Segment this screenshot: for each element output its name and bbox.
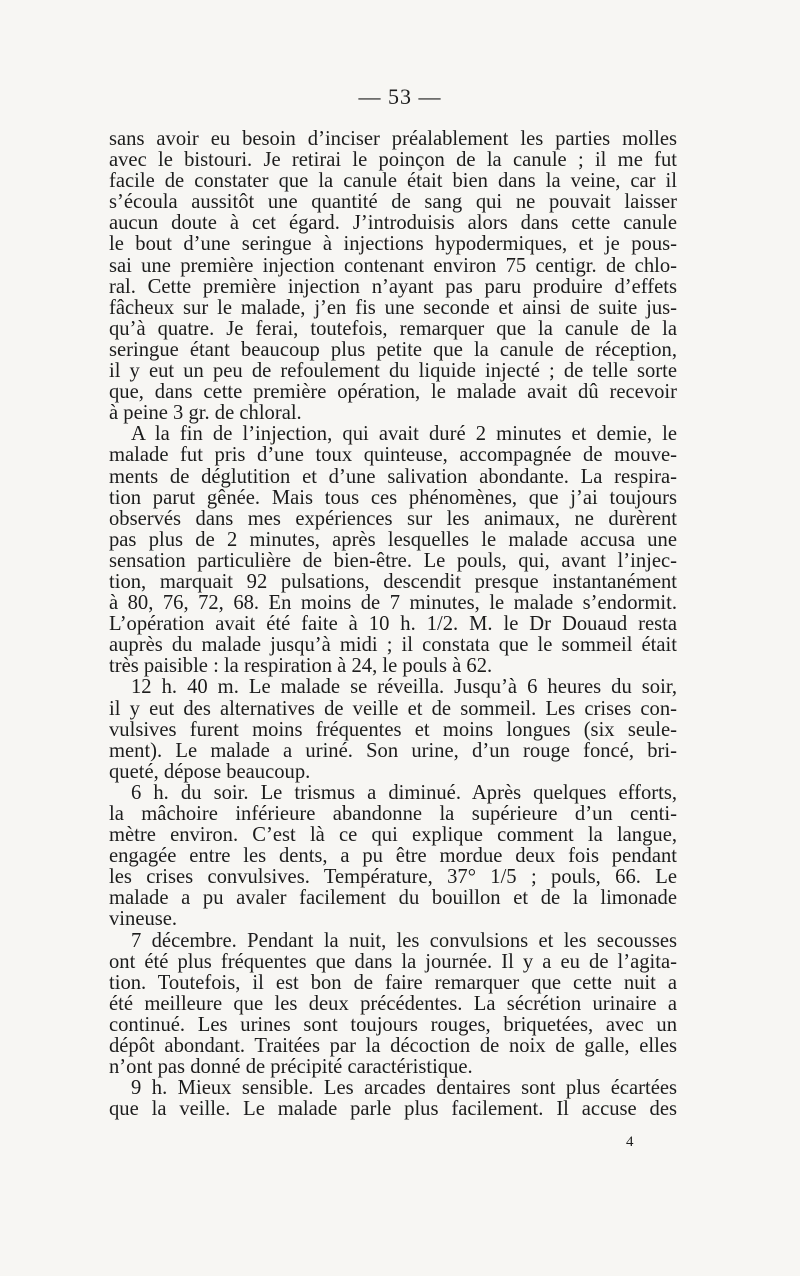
text-line: L’opération avait été faite à 10 h. 1/2. M. le Dr Douaud resta — [109, 613, 677, 636]
text-line: sai une première injection contenant environ 75 centigr. de chlo- — [109, 254, 677, 277]
text-line: les crises convulsives. Température, 37° 1/5 ; pouls, 66. Le — [109, 866, 677, 889]
text-line: 12 h. 40 m. Le malade se réveilla. Jusqu’à 6 heures du soir, — [131, 676, 677, 699]
text-line: à 80, 76, 72, 68. En moins de 7 minutes, le malade s’endormit. — [109, 592, 677, 615]
text-line: seringue étant beaucoup plus petite que la canule de réception, — [109, 338, 677, 361]
text-line: mètre environ. C’est là ce qui explique comment la langue, — [109, 824, 677, 847]
text-line: ont été plus fréquentes que dans la journée. Il y a eu de l’agita- — [109, 950, 677, 973]
text-line: il y eut un peu de refoulement du liquide injecté ; de telle sorte — [109, 360, 677, 383]
text-line: vineuse. — [109, 908, 178, 931]
text-line: malade a pu avaler facilement du bouillon et de la limonade — [109, 887, 677, 910]
text-line: la mâchoire inférieure abandonne la supérieure d’un centi- — [109, 803, 677, 825]
text-line: sans avoir eu besoin d’inciser préalablement les parties molles — [109, 128, 677, 150]
signature-mark: 4 — [626, 1134, 634, 1150]
text-line: très paisible : la respiration à 24, le pouls à 62. — [109, 655, 493, 678]
text-line: continué. Les urines sont toujours rouges, briquetées, avec un — [109, 1013, 677, 1036]
text-line: 6 h. du soir. Le trismus a diminué. Après quelques efforts, — [131, 781, 677, 804]
text-line: ral. Cette première injection n’ayant pas paru produire d’effets — [109, 275, 677, 298]
text-line: ments de déglutition et d’une salivation abondante. La respira- — [109, 465, 677, 488]
text-line: que, dans cette première opération, le malade avait dû recevoir — [109, 381, 677, 404]
text-line: fâcheux sur le malade, j’en fis une seconde et ainsi de suite jus- — [109, 296, 677, 319]
body-text — [109, 129, 677, 1120]
text-line: avec le bistouri. Je retirai le poinçon de la canule ; il me fut — [109, 149, 677, 172]
text-line: facile de constater que la canule était bien dans la veine, car il — [109, 170, 677, 193]
text-line: observés dans mes expériences sur les animaux, ne durèrent — [109, 507, 677, 530]
text-line: à peine 3 gr. de chloral. — [109, 402, 302, 425]
text-line: ment). Le malade a uriné. Son urine, d’un rouge foncé, bri- — [109, 739, 677, 762]
text-line: qu’à quatre. Je ferai, toutefois, remarquer que la canule de la — [109, 317, 677, 340]
text-line: 7 décembre. Pendant la nuit, les convulsions et les secousses — [131, 929, 677, 952]
page-number: — 53 — — [358, 84, 442, 109]
text-line: dépôt abondant. Traitées par la décoction de noix de galle, elles — [109, 1035, 677, 1058]
text-line: pas plus de 2 minutes, après lesquelles le malade accusa une — [109, 528, 677, 551]
text-line: s’écoula aussitôt une quantité de sang qui ne pouvait laisser — [109, 191, 677, 214]
text-line: engagée entre les dents, a pu être mordue deux fois pendant — [109, 845, 677, 868]
text-line: tion. Toutefois, il est bon de faire remarquer que cette nuit a — [109, 971, 677, 994]
text-line: 9 h. Mieux sensible. Les arcades dentaires sont plus écartées — [131, 1077, 677, 1100]
text-line: que la veille. Le malade parle plus facilement. Il accuse des — [109, 1098, 677, 1121]
text-line: le bout d’une seringue à injections hypodermiques, et je pous- — [109, 233, 677, 256]
text-line: queté, dépose beaucoup. — [109, 760, 311, 783]
text-line: tion, marquait 92 pulsations, descendit presque instantanément — [109, 570, 677, 593]
text-line: été meilleure que les deux précédentes. La sécrétion urinaire a — [109, 992, 677, 1015]
text-line: auprès du malade jusqu’à midi ; il constata que le sommeil était — [109, 634, 677, 657]
text-line: n’ont pas donné de précipité caractéristique. — [109, 1056, 473, 1079]
text-line: malade fut pris d’une toux quinteuse, accompagnée de mouve- — [109, 444, 677, 467]
text-line: vulsives furent moins fréquentes et moins longues (six seule- — [109, 718, 677, 741]
text-line: aucun doute à cet égard. J’introduisis alors dans cette canule — [109, 212, 677, 235]
text-line: il y eut des alternatives de veille et de sommeil. Les crises con- — [109, 697, 677, 720]
text-line: sensation particulière de bien-être. Le pouls, qui, avant l’injec- — [109, 549, 677, 572]
text-line: A la fin de l’injection, qui avait duré 2 minutes et demie, le — [131, 423, 677, 446]
text-line: tion parut gênée. Mais tous ces phénomènes, que j’ai toujours — [109, 486, 677, 509]
